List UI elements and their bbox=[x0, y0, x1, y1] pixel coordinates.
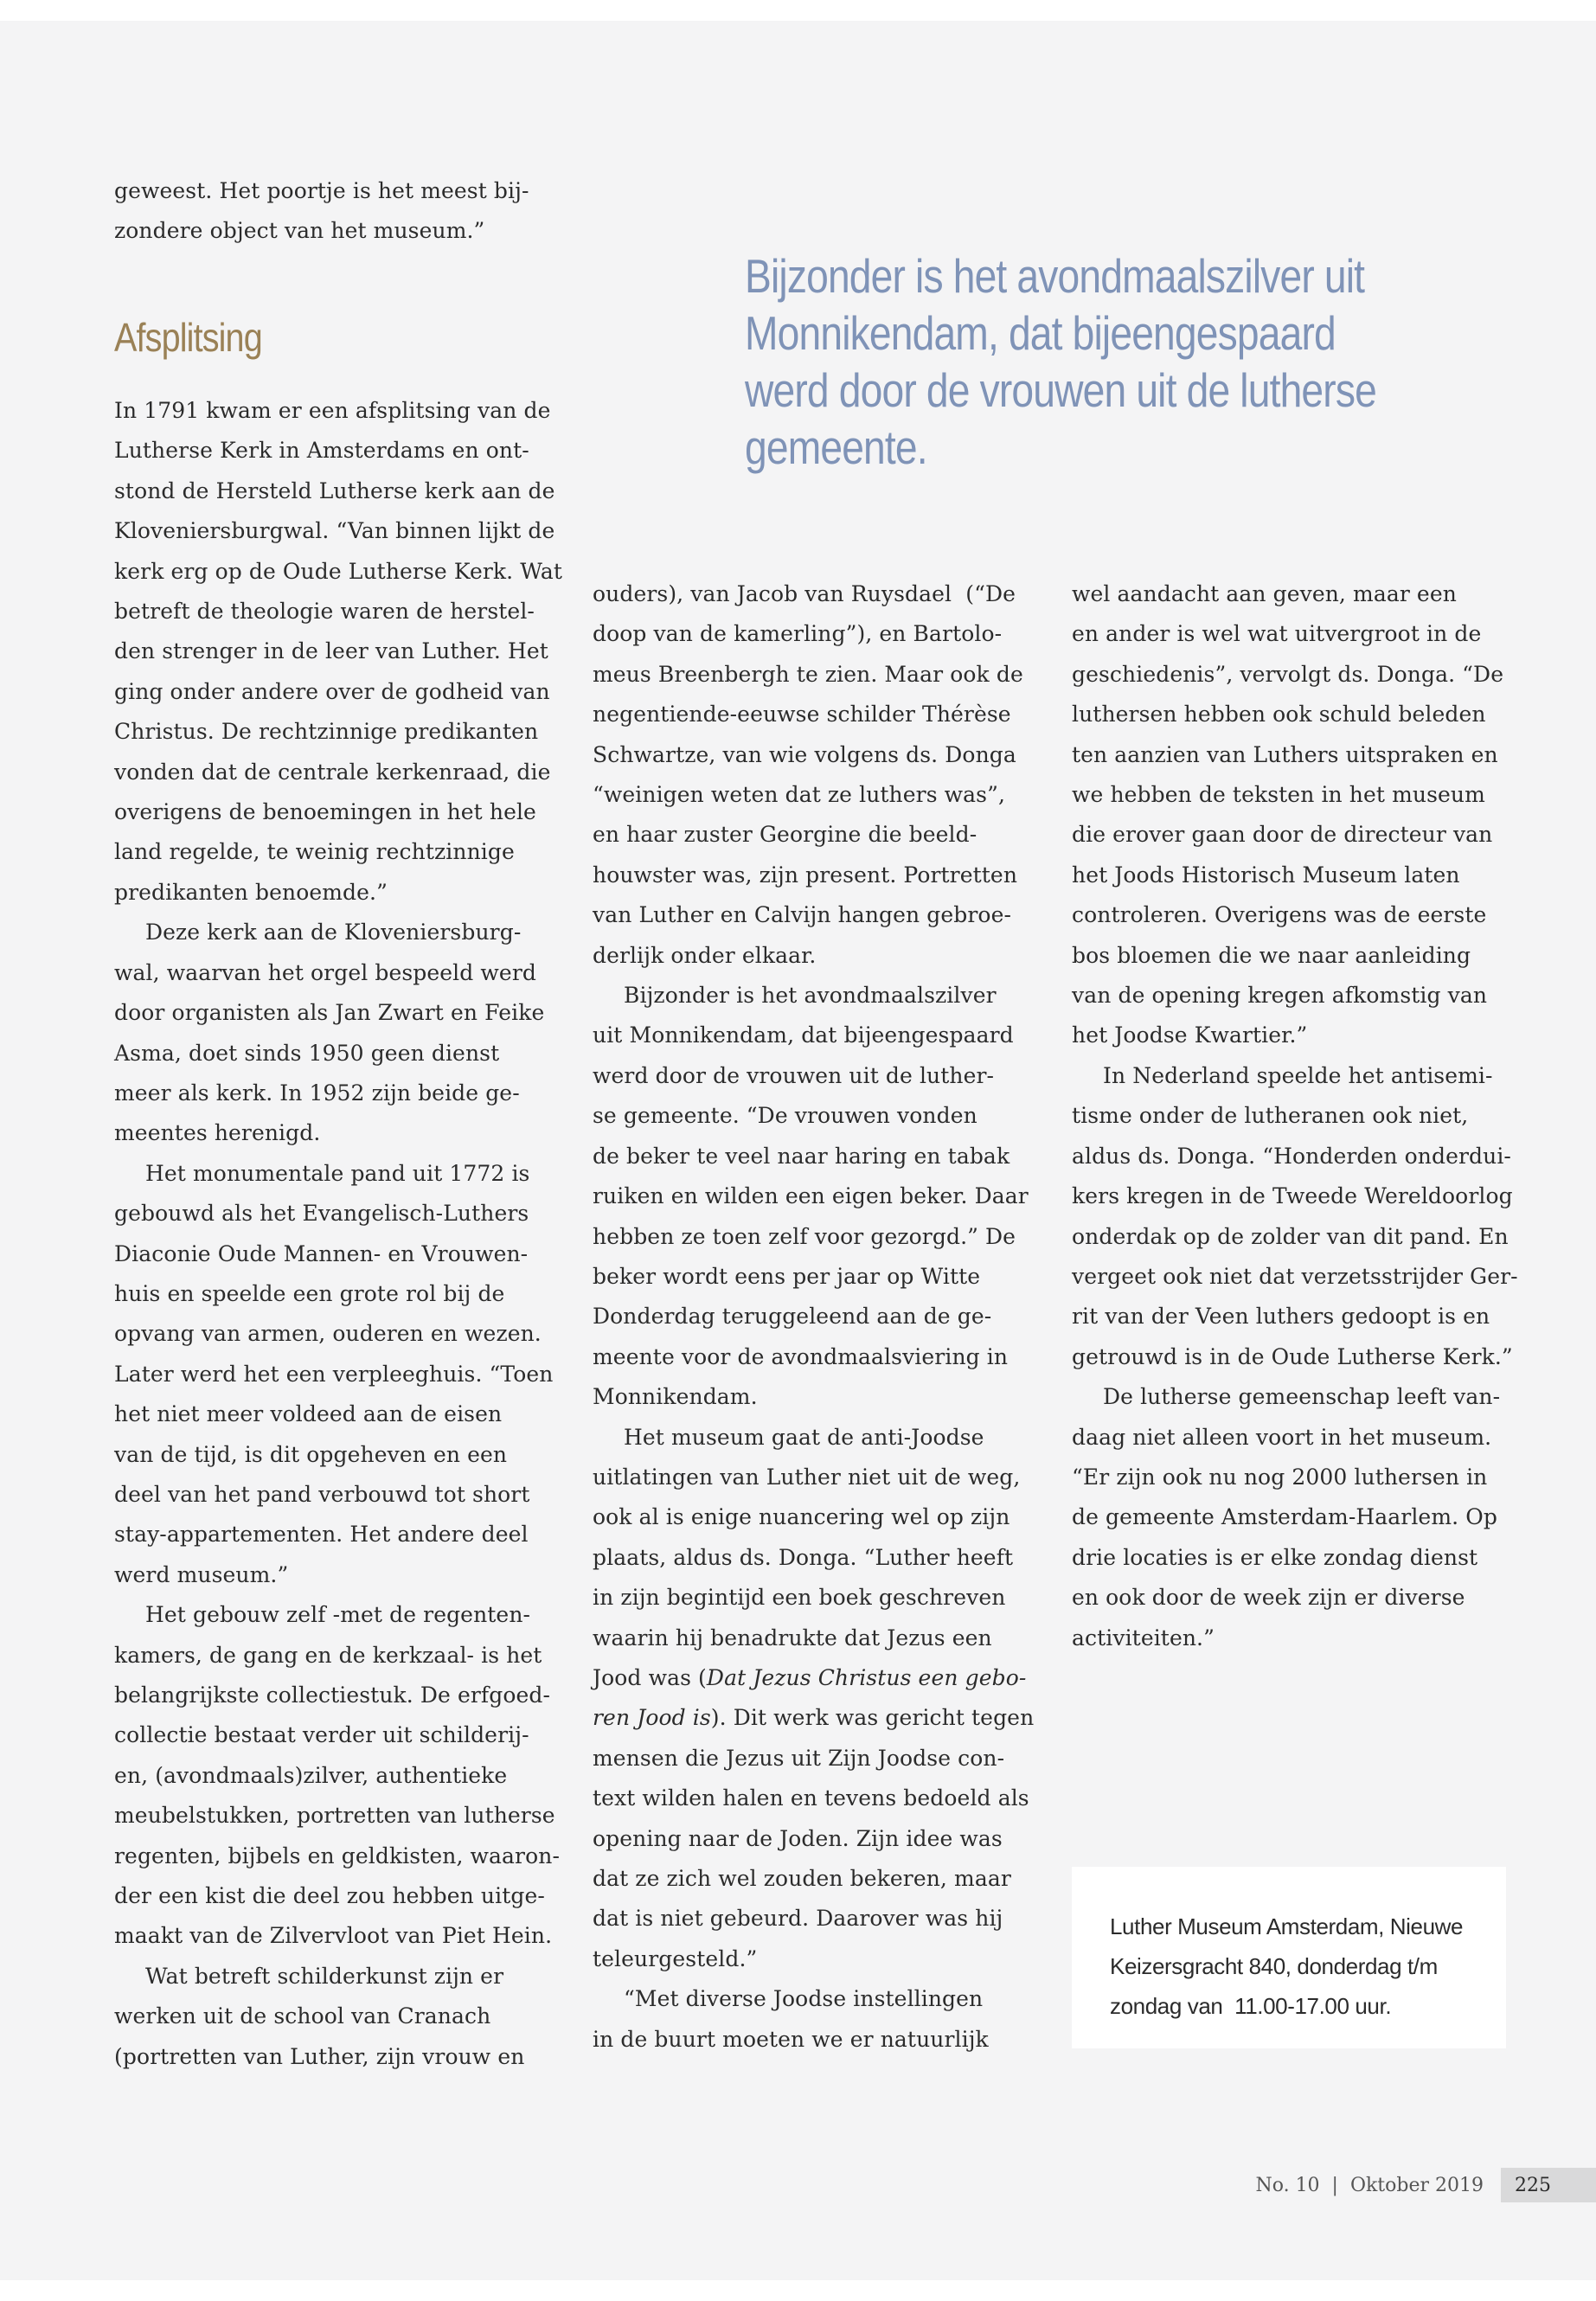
text-line bbox=[1072, 695, 1522, 734]
text-line bbox=[593, 1979, 1042, 2019]
text-line bbox=[593, 614, 1042, 654]
line-text: luthersen hebben ook schuld beleden bbox=[1072, 702, 1486, 727]
line-text: wel aandacht aan geven, maar een bbox=[1072, 581, 1457, 606]
text-line bbox=[593, 1257, 1042, 1297]
text-line bbox=[114, 1515, 564, 1554]
text-line bbox=[593, 1377, 1042, 1417]
text-line bbox=[593, 695, 1042, 734]
text-line bbox=[593, 655, 1042, 695]
line-text: dat is niet gebeurd. Daarover was hij bbox=[593, 1906, 1003, 1932]
text-line bbox=[593, 2020, 1042, 2060]
line-text: en, (avondmaals)zilver, authentieke bbox=[114, 1762, 508, 1788]
text-line bbox=[114, 913, 564, 952]
museum-info-box bbox=[1072, 1867, 1506, 2048]
line-text: meubelstukken, portretten van lutherse bbox=[114, 1803, 555, 1829]
line-text: en ook door de week zijn er diverse bbox=[1072, 1585, 1465, 1611]
text-line bbox=[1072, 1458, 1522, 1497]
italic-title: ren Jood is bbox=[593, 1705, 711, 1731]
line-text: plaats, aldus ds. Donga. “Luther heeft bbox=[593, 1544, 1014, 1570]
text-line bbox=[1072, 1016, 1522, 1055]
line-text: kerk erg op de Oude Lutherse Kerk. Wat bbox=[114, 558, 563, 584]
text-line bbox=[1072, 895, 1522, 935]
text-line bbox=[593, 1096, 1042, 1136]
text-line bbox=[1072, 1337, 1522, 1377]
text-line bbox=[114, 1876, 564, 1916]
line-text: drie locaties is er elke zondag dienst bbox=[1072, 1544, 1478, 1570]
line-text: vonden dat de centrale kerkenraad, die bbox=[114, 759, 551, 785]
text-line bbox=[114, 211, 564, 251]
text-line bbox=[114, 1957, 564, 1997]
line-text: stay-appartementen. Het andere deel bbox=[114, 1522, 529, 1548]
line-text: Lutherse Kerk in Amsterdams en ont- bbox=[114, 438, 529, 464]
line-text: Het museum gaat de anti-Joodse bbox=[624, 1424, 984, 1450]
line-text: Het monumentale pand uit 1772 is bbox=[145, 1160, 530, 1186]
pull-quote-line: Monnikendam, dat bijeengespaard bbox=[745, 306, 1336, 360]
line-text: in zijn begintijd een boek geschreven bbox=[593, 1585, 1006, 1611]
line-text: getrouwd is in de Oude Lutherse Kerk.” bbox=[1072, 1343, 1513, 1369]
text-line bbox=[114, 832, 564, 872]
line-text: gebouwd als het Evangelisch-Luthers bbox=[114, 1201, 529, 1227]
line-text: de gemeente Amsterdam-Haarlem. Op bbox=[1072, 1504, 1497, 1530]
line-text: ). Dit werk was gericht tegen bbox=[710, 1705, 1035, 1731]
text-line bbox=[1072, 1497, 1522, 1537]
text-line bbox=[114, 171, 564, 211]
line-text: betreft de theologie waren de herstel- bbox=[114, 599, 535, 625]
text-line bbox=[114, 1715, 564, 1755]
info-line: Keizersgracht 840, donderdag t/m bbox=[1110, 1953, 1438, 1979]
text-line bbox=[114, 631, 564, 671]
issue-info: No. 10 | Oktober 2019 bbox=[1255, 2174, 1484, 2196]
text-line bbox=[114, 1154, 564, 1194]
line-text: Schwartze, van wie volgens ds. Donga bbox=[593, 741, 1016, 767]
magazine-page bbox=[0, 21, 1596, 2280]
text-line bbox=[1072, 735, 1522, 775]
text-line bbox=[1072, 655, 1522, 695]
line-text: belangrijkste collectiestuk. De erfgoed- bbox=[114, 1682, 551, 1708]
line-text: ging onder andere over de godheid van bbox=[114, 678, 550, 704]
text-line bbox=[114, 712, 564, 752]
text-line bbox=[1072, 1176, 1522, 1216]
line-text: uit Monnikendam, dat bijeengespaard bbox=[593, 1022, 1014, 1048]
text-line bbox=[114, 1355, 564, 1394]
info-line: Luther Museum Amsterdam, Nieuwe bbox=[1110, 1913, 1464, 1939]
line-text: Later werd het een verpleeghuis. “Toen bbox=[114, 1361, 554, 1387]
line-text: het niet meer voldeed aan de eisen bbox=[114, 1401, 503, 1427]
line-text: in de buurt moeten we er natuurlijk bbox=[593, 2026, 989, 2052]
line-text: Deze kerk aan de Kloveniersburg- bbox=[145, 920, 522, 945]
line-text: geschiedenis”, vervolgt ds. Donga. “De bbox=[1072, 661, 1504, 687]
text-line bbox=[114, 1836, 564, 1876]
line-text: Wat betreft schilderkunst zijn er bbox=[145, 1963, 504, 1989]
line-text: aldus ds. Donga. “Honderden onderdui- bbox=[1072, 1143, 1511, 1169]
text-line bbox=[114, 1595, 564, 1635]
text-line bbox=[1072, 1257, 1522, 1297]
line-text: Het gebouw zelf -met de regenten- bbox=[145, 1602, 531, 1628]
line-text: derlijk onder elkaar. bbox=[593, 942, 817, 968]
text-line bbox=[593, 1779, 1042, 1818]
text-line bbox=[1072, 936, 1522, 976]
line-text: Jood was ( bbox=[593, 1664, 707, 1690]
line-text: activiteiten.” bbox=[1072, 1625, 1215, 1650]
line-text: kamers, de gang en de kerkzaal- is het bbox=[114, 1642, 542, 1668]
text-line bbox=[593, 1939, 1042, 1979]
text-line bbox=[114, 1435, 564, 1475]
line-text: en ander is wel wat uitvergroot in de bbox=[1072, 621, 1482, 647]
line-text: ook al is enige nuancering wel op zijn bbox=[593, 1504, 1010, 1530]
line-text: meente voor de avondmaalsviering in bbox=[593, 1343, 1009, 1369]
text-line bbox=[1072, 614, 1522, 654]
text-line bbox=[593, 976, 1042, 1016]
line-text: regenten, bijbels en geldkisten, waaron- bbox=[114, 1843, 561, 1868]
line-text: beker wordt eens per jaar op Witte bbox=[593, 1263, 981, 1289]
text-line bbox=[1072, 1096, 1522, 1136]
line-text: In Nederland speelde het antisemi- bbox=[1103, 1062, 1493, 1088]
pull-quote-line: werd door de vrouwen uit de lutherse bbox=[745, 363, 1376, 417]
text-line bbox=[114, 1113, 564, 1153]
page-footer bbox=[1255, 2168, 1596, 2202]
line-text: kers kregen in de Tweede Wereldoorlog bbox=[1072, 1183, 1513, 1209]
line-text: werken uit de school van Cranach bbox=[114, 2003, 491, 2029]
text-line bbox=[114, 1074, 564, 1113]
text-line bbox=[593, 1137, 1042, 1176]
line-text: die erover gaan door de directeur van bbox=[1072, 822, 1493, 848]
page-number: 225 bbox=[1501, 2168, 1596, 2202]
line-text: meer als kerk. In 1952 zijn beide ge- bbox=[114, 1080, 520, 1106]
text-line bbox=[593, 1698, 1042, 1738]
text-line bbox=[593, 1056, 1042, 1096]
text-line bbox=[114, 391, 564, 431]
text-line bbox=[593, 936, 1042, 976]
text-line bbox=[1072, 1538, 1522, 1578]
text-line bbox=[114, 1194, 564, 1234]
line-text: opvang van armen, ouderen en wezen. bbox=[114, 1321, 542, 1347]
line-text: van Luther en Calvijn hangen gebroe- bbox=[593, 902, 1012, 928]
line-text: zondere object van het museum.” bbox=[114, 218, 485, 244]
line-text: we hebben de teksten in het museum bbox=[1072, 782, 1485, 808]
column-1-text bbox=[114, 391, 564, 2077]
line-text: meus Breenbergh te zien. Maar ook de bbox=[593, 661, 1023, 687]
pull-quote bbox=[745, 247, 1376, 476]
text-line bbox=[593, 1176, 1042, 1216]
line-text: geweest. Het poortje is het meest bij- bbox=[114, 178, 529, 203]
line-text: “Met diverse Joodse instellingen bbox=[624, 1986, 984, 2012]
line-text: meentes herenigd. bbox=[114, 1120, 321, 1146]
line-text: rit van der Veen luthers gedoopt is en bbox=[1072, 1304, 1490, 1330]
pull-quote-line: Bijzonder is het avondmaalszilver uit bbox=[745, 249, 1365, 303]
text-line bbox=[593, 735, 1042, 775]
line-text: door organisten als Jan Zwart en Feike bbox=[114, 1000, 545, 1026]
text-line bbox=[114, 753, 564, 792]
line-text: huis en speelde een grote rol bij de bbox=[114, 1280, 505, 1306]
section-heading: Afsplitsing bbox=[114, 315, 262, 360]
column-3-text bbox=[1072, 574, 1522, 1658]
text-line bbox=[114, 1796, 564, 1836]
text-line bbox=[593, 815, 1042, 855]
text-line bbox=[114, 471, 564, 511]
line-text: land regelde, te weinig rechtzinnige bbox=[114, 839, 515, 865]
text-line bbox=[1072, 856, 1522, 895]
text-line bbox=[593, 1578, 1042, 1618]
line-text: dat ze zich wel zouden bekeren, maar bbox=[593, 1866, 1011, 1891]
text-line bbox=[114, 431, 564, 471]
line-text: hebben ze toen zelf voor gezorgd.” De bbox=[593, 1223, 1016, 1249]
text-line bbox=[1072, 1297, 1522, 1336]
line-text: bos bloemen die we naar aanleiding bbox=[1072, 942, 1471, 968]
line-text: In 1791 kwam er een afsplitsing van de bbox=[114, 398, 551, 423]
text-line bbox=[593, 1538, 1042, 1578]
pull-quote-line: gemeente. bbox=[745, 420, 927, 474]
text-line bbox=[114, 1475, 564, 1515]
line-text: collectie bestaat verder uit schilderij- bbox=[114, 1722, 529, 1748]
line-text: stond de Hersteld Lutherse kerk aan de bbox=[114, 478, 555, 503]
text-line bbox=[593, 1217, 1042, 1257]
text-line bbox=[593, 895, 1042, 935]
line-text: der een kist die deel zou hebben uitge- bbox=[114, 1883, 545, 1909]
line-text: het Joodse Kwartier.” bbox=[1072, 1022, 1308, 1048]
text-line bbox=[114, 953, 564, 993]
text-line bbox=[114, 993, 564, 1033]
text-line bbox=[114, 592, 564, 631]
line-text: den strenger in de leer van Luther. Het bbox=[114, 638, 548, 664]
text-line bbox=[1072, 1578, 1522, 1618]
line-text: Christus. De rechtzinnige predikanten bbox=[114, 719, 539, 745]
text-line bbox=[593, 1899, 1042, 1939]
line-text: ruiken en wilden een eigen beker. Daar bbox=[593, 1183, 1029, 1209]
text-line bbox=[114, 1676, 564, 1715]
text-line bbox=[593, 1658, 1042, 1698]
line-text: text wilden halen en tevens bedoeld als bbox=[593, 1785, 1029, 1811]
text-line bbox=[114, 1314, 564, 1354]
text-line bbox=[114, 873, 564, 913]
text-line bbox=[593, 1418, 1042, 1458]
text-line bbox=[593, 574, 1042, 614]
line-text: van de opening kregen afkomstig van bbox=[1072, 983, 1488, 1009]
line-text: onderdak op de zolder van dit pand. En bbox=[1072, 1223, 1509, 1249]
text-line bbox=[114, 1555, 564, 1595]
text-line bbox=[114, 792, 564, 832]
line-text: predikanten benoemde.” bbox=[114, 879, 388, 905]
line-text: deel van het pand verbouwd tot short bbox=[114, 1481, 530, 1507]
text-line bbox=[114, 1916, 564, 1956]
column-1-top-text bbox=[114, 171, 564, 252]
line-text: Asma, doet sinds 1950 geen dienst bbox=[114, 1040, 500, 1066]
text-line bbox=[1072, 1618, 1522, 1658]
text-line bbox=[114, 1636, 564, 1676]
line-text: werd door de vrouwen uit de luther- bbox=[593, 1062, 995, 1088]
text-line bbox=[114, 2037, 564, 2077]
info-line: zondag van 11.00-17.00 uur. bbox=[1110, 1993, 1392, 2019]
line-text: daag niet alleen voort in het museum. bbox=[1072, 1424, 1492, 1450]
line-text: houwster was, zijn present. Portretten bbox=[593, 862, 1018, 888]
text-line bbox=[593, 1739, 1042, 1779]
line-text: doop van de kamerling”), en Bartolo- bbox=[593, 621, 1003, 647]
line-text: vergeet ook niet dat verzetsstrijder Ger- bbox=[1072, 1263, 1518, 1289]
line-text: ouders), van Jacob van Ruysdael (“De bbox=[593, 581, 1016, 606]
text-line bbox=[1072, 976, 1522, 1016]
line-text: het Joods Historisch Museum laten bbox=[1072, 862, 1460, 888]
line-text: controleren. Overigens was de eerste bbox=[1072, 902, 1487, 928]
line-text: werd museum.” bbox=[114, 1561, 289, 1587]
column-2-text bbox=[593, 574, 1042, 2060]
line-text: maakt van de Zilvervloot van Piet Hein. bbox=[114, 1923, 553, 1949]
line-text: Diaconie Oude Mannen- en Vrouwen- bbox=[114, 1240, 529, 1266]
text-line bbox=[1072, 1137, 1522, 1176]
text-line bbox=[114, 672, 564, 712]
line-text: overigens de benoemingen in het hele bbox=[114, 799, 536, 825]
text-line bbox=[1072, 815, 1522, 855]
line-text: mensen die Jezus uit Zijn Joodse con- bbox=[593, 1745, 1005, 1771]
line-text: waarin hij benadrukte dat Jezus een bbox=[593, 1625, 992, 1650]
text-line bbox=[1072, 1418, 1522, 1458]
line-text: opening naar de Joden. Zijn idee was bbox=[593, 1825, 1003, 1851]
text-line bbox=[593, 856, 1042, 895]
text-line bbox=[114, 552, 564, 592]
text-line bbox=[114, 1756, 564, 1796]
line-text: Bijzonder is het avondmaalszilver bbox=[624, 983, 997, 1009]
line-text: ten aanzien van Luthers uitspraken en bbox=[1072, 741, 1498, 767]
text-line bbox=[593, 1618, 1042, 1658]
text-line bbox=[114, 1034, 564, 1074]
line-text: (portretten van Luther, zijn vrouw en bbox=[114, 2043, 525, 2069]
line-text: “weinigen weten dat ze luthers was”, bbox=[593, 782, 1006, 808]
line-text: Kloveniersburgwal. “Van binnen lijkt de bbox=[114, 518, 555, 544]
text-line bbox=[1072, 1056, 1522, 1096]
text-line bbox=[593, 1297, 1042, 1336]
italic-title: Dat Jezus Christus een gebo- bbox=[706, 1664, 1027, 1690]
text-line bbox=[1072, 574, 1522, 614]
text-line bbox=[114, 1997, 564, 2036]
line-text: Monnikendam. bbox=[593, 1384, 758, 1410]
text-line bbox=[1072, 1377, 1522, 1417]
line-text: wal, waarvan het orgel bespeeld werd bbox=[114, 959, 536, 985]
text-line bbox=[114, 1394, 564, 1434]
line-text: negentiende-eeuwse schilder Thérèse bbox=[593, 702, 1011, 727]
line-text: en haar zuster Georgine die beeld- bbox=[593, 822, 977, 848]
line-text: “Er zijn ook nu nog 2000 luthersen in bbox=[1072, 1464, 1488, 1490]
text-line bbox=[1072, 775, 1522, 815]
line-text: tisme onder de lutheranen ook niet, bbox=[1072, 1103, 1469, 1129]
text-line bbox=[593, 1819, 1042, 1859]
line-text: Donderdag teruggeleend aan de ge- bbox=[593, 1304, 992, 1330]
line-text: se gemeente. “De vrouwen vonden bbox=[593, 1103, 977, 1129]
text-line bbox=[114, 1274, 564, 1314]
line-text: de beker te veel naar haring en tabak bbox=[593, 1143, 1010, 1169]
text-line bbox=[114, 1234, 564, 1274]
text-line bbox=[593, 1337, 1042, 1377]
text-line bbox=[593, 1859, 1042, 1899]
text-line bbox=[1072, 1217, 1522, 1257]
text-line bbox=[593, 1016, 1042, 1055]
text-line bbox=[593, 775, 1042, 815]
text-line bbox=[593, 1458, 1042, 1497]
line-text: teleurgesteld.” bbox=[593, 1945, 758, 1971]
line-text: De lutherse gemeenschap leeft van- bbox=[1103, 1384, 1501, 1410]
line-text: van de tijd, is dit opgeheven en een bbox=[114, 1441, 508, 1467]
line-text: uitlatingen van Luther niet uit de weg, bbox=[593, 1464, 1021, 1490]
text-line bbox=[114, 511, 564, 551]
text-line bbox=[593, 1497, 1042, 1537]
